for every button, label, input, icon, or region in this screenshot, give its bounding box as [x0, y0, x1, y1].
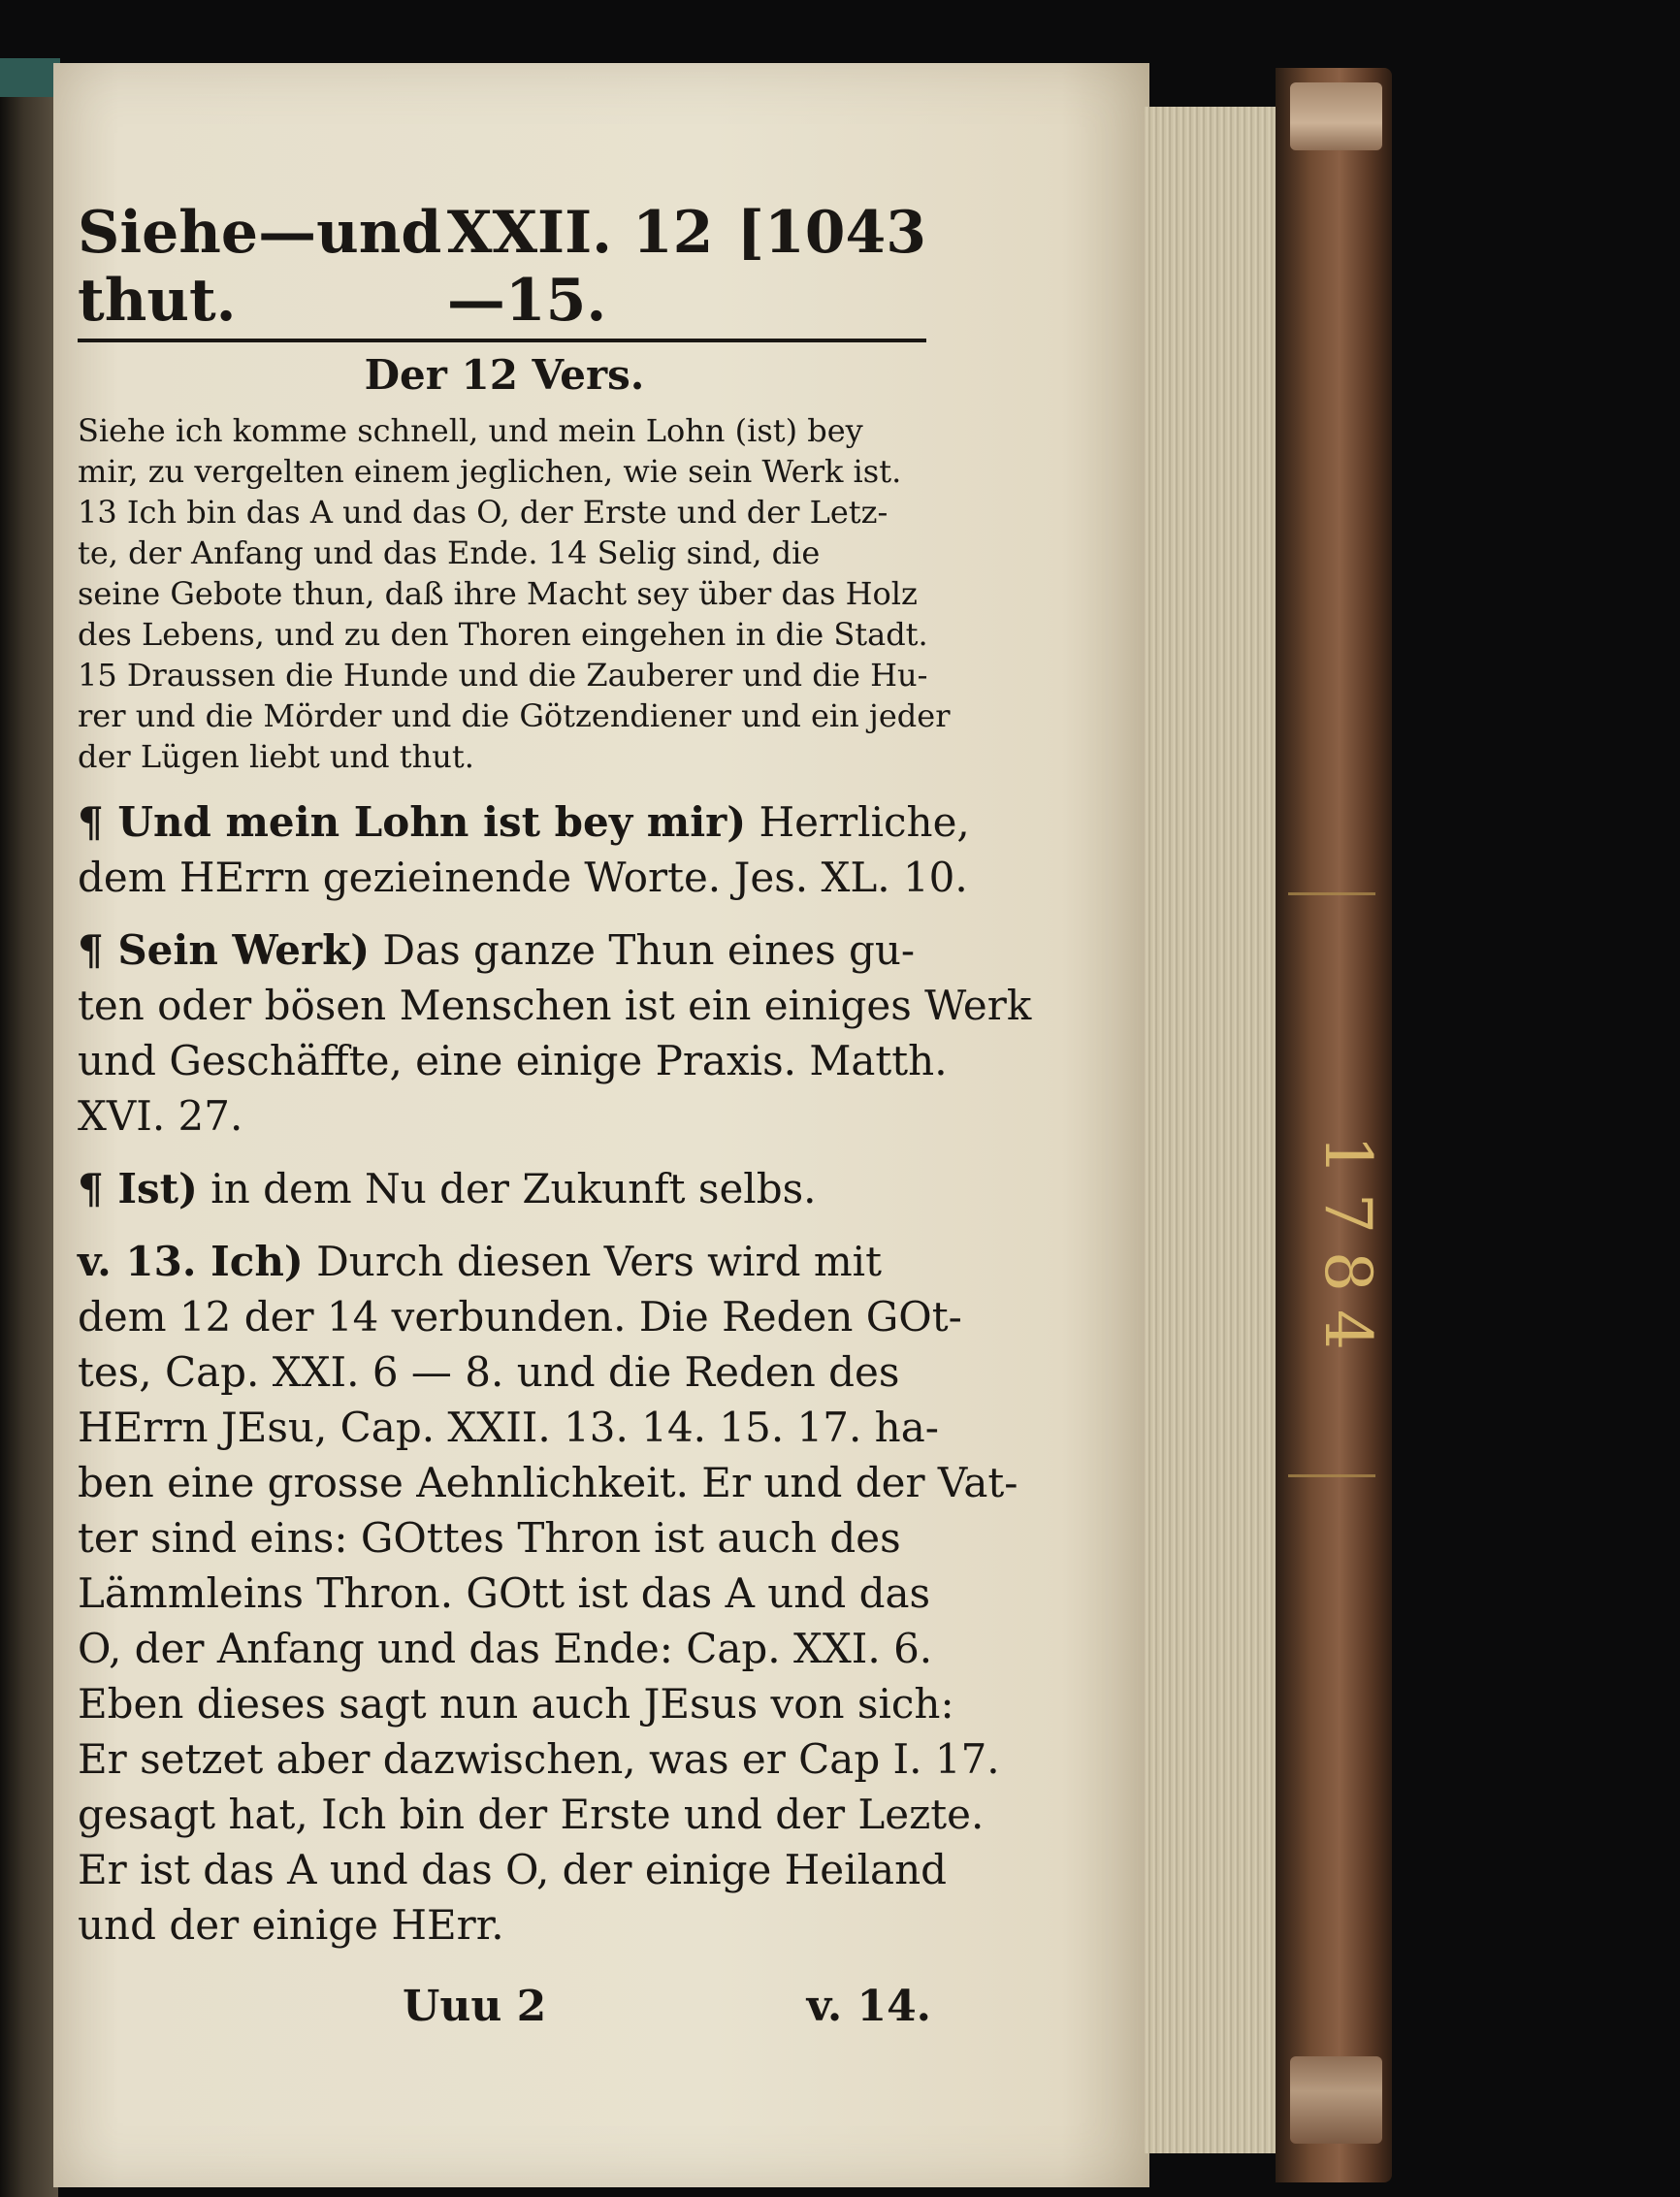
- comment-lemma: ¶ Ist): [78, 1165, 198, 1212]
- comment-line: [78, 1842, 948, 1897]
- comment-lemma: ¶ Sein Werk): [78, 926, 371, 974]
- comment-line: [78, 1455, 1018, 1510]
- comment-line: [78, 850, 968, 905]
- comment-text: gesagt hat, Ich bin der Erste und der Lezte.: [78, 1791, 985, 1838]
- comment-line: [78, 1621, 931, 1676]
- comment-line: [78, 794, 970, 850]
- signature-mark: Uuu 2: [403, 1982, 547, 2031]
- comment-line: [78, 922, 931, 978]
- comment-line: [78, 1400, 939, 1455]
- facing-page-band: [0, 58, 60, 97]
- comment-text: HErrn JEsu, Cap. XXII. 13. 14. 15. 17. ha-: [78, 1404, 939, 1451]
- comment-text: XVI. 27.: [78, 1092, 243, 1140]
- comment-text: ten oder bösen Menschen ist ein einiges Werk: [78, 982, 1032, 1029]
- verse-line: der Lügen liebt und thut.: [78, 738, 474, 775]
- running-head-right: [1043: [736, 199, 926, 267]
- catchword: v. 14.: [806, 1982, 931, 2031]
- page-text: [78, 199, 1032, 2040]
- comment-line: [78, 978, 1032, 1033]
- comment-text: Er ist das A und das O, der einige Heiland: [78, 1846, 948, 1893]
- comment-text: in dem Nu der Zukunft selbs.: [197, 1165, 817, 1212]
- page-fore-edge: [1145, 107, 1280, 2153]
- verse-line: des Lebens, und zu den Thoren eingehen in die Stadt.: [78, 616, 928, 653]
- comment-text: und Geschäffte, eine einige Praxis. Matth.: [78, 1037, 948, 1084]
- verse-line: Siehe ich komme schnell, und mein Lohn (ist) bey: [78, 412, 863, 449]
- spine-band-bottom: [1290, 2056, 1382, 2144]
- spine-year: 1784: [1310, 1135, 1385, 1368]
- comment-text: Er setzet aber dazwischen, was er Cap I. 17.: [78, 1735, 1000, 1783]
- running-head-left: Siehe—und thut.: [78, 199, 442, 335]
- comment-text: Durch diesen Vers wird mit: [303, 1238, 882, 1285]
- comment-text: dem 12 der 14 verbunden. Die Reden GOt-: [78, 1293, 962, 1341]
- comment-text: Das ganze Thun eines gu-: [370, 926, 916, 974]
- comment-line: [78, 1676, 954, 1731]
- comment-text: Lämmleins Thron. GOtt ist das A und das: [78, 1569, 931, 1617]
- spine-band-top: [1290, 82, 1382, 150]
- comment-paragraph: [78, 794, 970, 905]
- comment-line: [78, 1510, 931, 1566]
- comment-line: [78, 1289, 962, 1344]
- verse-line: mir, zu vergelten einem jeglichen, wie sein Werk ist.: [78, 453, 902, 490]
- comment-line: [78, 1033, 948, 1088]
- comment-lemma: v. 13. Ich): [78, 1238, 304, 1285]
- page-footer: [78, 1982, 931, 2040]
- verse-line: 15 Draussen die Hunde und die Zauberer und die Hu-: [78, 657, 928, 694]
- comment-line: [78, 1731, 1000, 1787]
- comment-text: tes, Cap. XXI. 6 — 8. und die Reden des: [78, 1348, 900, 1396]
- comment-paragraph: [78, 1161, 931, 1216]
- comment-text: Herrliche,: [746, 798, 970, 846]
- comment-paragraph: [78, 1234, 1018, 1953]
- verse-heading: Der 12 Vers.: [364, 351, 645, 399]
- comment-line: [78, 1787, 985, 1842]
- comment-text: und der einige HErr.: [78, 1901, 504, 1949]
- commentary: [78, 794, 1032, 1953]
- running-head-middle: XXII. 12—15.: [446, 199, 714, 335]
- verse-line: rer und die Mörder und die Götzendiener und ein jeder: [78, 697, 951, 734]
- verse-text: [78, 410, 951, 777]
- comment-lemma: ¶ Und mein Lohn ist bey mir): [78, 798, 747, 846]
- comment-paragraph: [78, 922, 1032, 1144]
- comment-line: [78, 1566, 931, 1621]
- verse-line: seine Gebote thun, daß ihre Macht sey über das Holz: [78, 575, 918, 612]
- comment-text: O, der Anfang und das Ende: Cap. XXI. 6.: [78, 1625, 933, 1672]
- comment-line: [78, 1161, 931, 1216]
- comment-text: Eben dieses sagt nun auch JEsus von sich:: [78, 1680, 954, 1728]
- verse-line: te, der Anfang und das Ende. 14 Selig sind, die: [78, 534, 821, 571]
- facing-page-edge: [0, 58, 58, 2197]
- comment-text: ben eine grosse Aehnlichkeit. Er und der Vat-: [78, 1459, 1018, 1506]
- running-head: [78, 199, 926, 342]
- comment-text: dem HErrn gezieinende Worte. Jes. XL. 10.: [78, 854, 968, 901]
- comment-line: [78, 1088, 931, 1144]
- comment-line: [78, 1234, 931, 1289]
- comment-text: ter sind eins: GOttes Thron ist auch des: [78, 1514, 901, 1562]
- comment-line: [78, 1897, 931, 1953]
- comment-line: [78, 1344, 931, 1400]
- verse-line: 13 Ich bin das A und das O, der Erste und der Letz-: [78, 494, 888, 531]
